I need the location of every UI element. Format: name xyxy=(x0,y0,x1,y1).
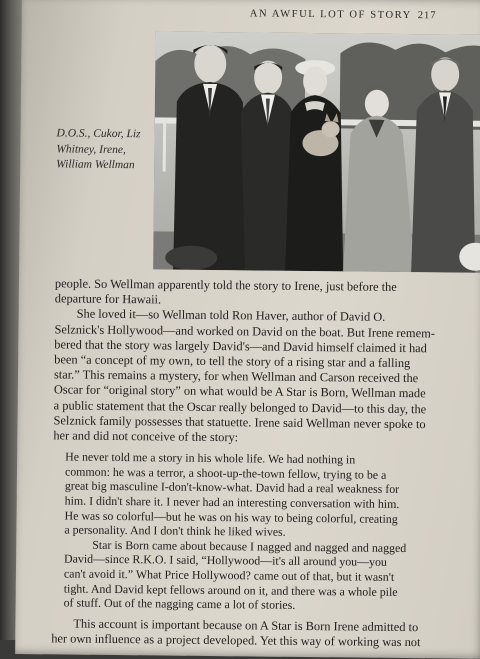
quote-line: a personality. And I don't think he liked wives. xyxy=(64,522,286,539)
photo-caption xyxy=(56,126,152,174)
block-quote xyxy=(52,450,424,614)
caption-line: Whitney, Irene, xyxy=(56,142,126,156)
quote-line: David—since R.K.O. I said, “Hollywood—it's all around you—you xyxy=(64,551,387,570)
quote-line: tight. And David kept fellows around on it, and there was a whole pile xyxy=(63,581,398,599)
group-photograph xyxy=(153,31,480,273)
text-line: departure for Hawaii. xyxy=(54,291,162,307)
text-line: Selznick's Hollywood—and worked on David on the boat. But Irene remem- xyxy=(54,321,435,340)
page-number: 217 xyxy=(417,10,437,22)
photo-illustration xyxy=(153,31,480,273)
quote-line: He never told me a story in his whole life. We had nothing in xyxy=(65,449,356,467)
text-line: bered that the story was largely David's—and David himself claimed it had xyxy=(54,337,427,356)
text-line: star.” This remains a mystery, for when Wellman and Carson received the xyxy=(53,367,419,386)
quote-line: can't avoid it.” What Price Hollywood? came out of that, but it wasn't xyxy=(63,566,395,584)
quote-line: great big masculine I-don't-know-what. David had a real weakness for xyxy=(64,478,400,497)
running-head-title: AN AWFUL LOT OF STORY xyxy=(249,8,412,22)
caption-line: William Wellman xyxy=(56,158,135,172)
quote-line: of stuff. Out of the nagging came a lot of stories. xyxy=(63,595,296,613)
text-line: She loved it—so Wellman told Ron Haver, author of David O. xyxy=(76,306,386,325)
quote-line: him. I didn't share it. I never had an interesting conversation with him. xyxy=(64,493,400,511)
text-line: Oscar for “original story” on what would be A Star is Born, Wellman made xyxy=(53,382,426,401)
text-line: people. So Wellman apparently told the story to Irene, just before the xyxy=(54,276,397,294)
text-line: her and did not conceive of the story: xyxy=(53,428,239,445)
quote-line: common: he was a terror, a shoot-up-the-town fellow, trying to be a xyxy=(64,464,387,482)
text-line: Selznick family possesses that statuette. Irene said Wellman never spoke to xyxy=(53,413,426,432)
text-line: her own influence as a project developed. Yet this way of working was not xyxy=(51,631,421,650)
running-head xyxy=(250,8,480,22)
caption-line: D.O.S., Cukor, Liz xyxy=(56,127,141,141)
text-line: been “a concept of my own, to tell the story of a rising star and a falling xyxy=(54,352,411,371)
text-line: This account is important because on A Star is Born Irene admitted to xyxy=(73,616,419,634)
body-text xyxy=(51,276,435,650)
book-page xyxy=(15,0,480,659)
quote-line: Star is Born came about because I nagged and nagged and nagged xyxy=(92,537,407,555)
text-line: a public statement that the Oscar really belonged to David—to this day, the xyxy=(53,397,427,416)
quote-line: He was so colorful—but he was on his way to being colorful, creating xyxy=(64,508,398,526)
